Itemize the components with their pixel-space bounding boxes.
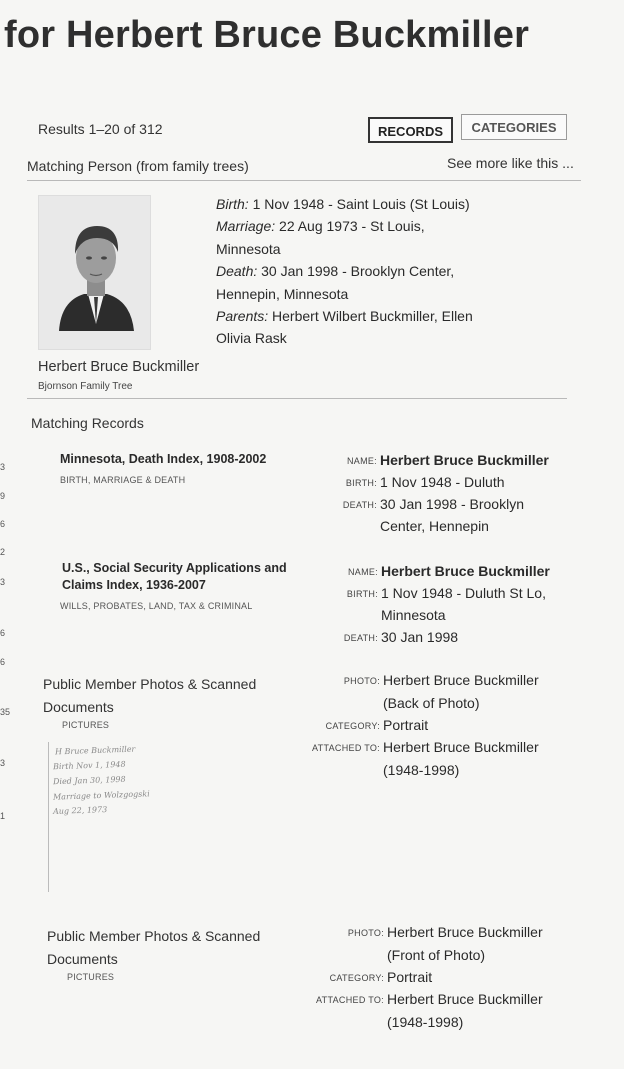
divider	[27, 398, 567, 399]
record-field-label: ATTACHED TO:	[312, 743, 380, 753]
record-field-value: 30 Jan 1998	[381, 629, 459, 645]
person-fact	[216, 215, 425, 237]
person-fact-value: 1 Nov 1948 - Saint Louis (St Louis)	[252, 196, 470, 212]
person-fact-value: Hennepin, Minnesota	[216, 286, 349, 302]
edge-number: 2	[0, 547, 6, 557]
person-fact	[216, 193, 470, 215]
record-field-label: ATTACHED TO:	[316, 995, 384, 1005]
see-more-link[interactable]: See more like this ...	[447, 155, 574, 171]
record-field-label: NAME:	[347, 567, 378, 577]
record-field-label: DEATH:	[343, 633, 378, 643]
handwritten-line: Marriage to Wolzgogski	[52, 789, 150, 802]
person-fact-label: Marriage:	[216, 218, 280, 234]
record-field-value: 1 Nov 1948 - Duluth St Lo,	[381, 585, 546, 601]
edge-number: 3	[0, 577, 6, 587]
record-field-value: Herbert Bruce Buckmiller	[383, 739, 539, 755]
edge-number: 3	[0, 462, 6, 472]
person-fact-value: 22 Aug 1973 - St Louis,	[279, 218, 425, 234]
matching-person-heading: Matching Person (from family trees)	[27, 158, 249, 174]
record-field-label: BIRTH:	[346, 589, 378, 599]
record-field-label: PHOTO:	[347, 928, 384, 938]
edge-number: 1	[0, 811, 6, 821]
person-fact-value: Herbert Wilbert Buckmiller, Ellen	[272, 308, 473, 324]
record-category: WILLS, PROBATES, LAND, TAX & CRIMINAL	[60, 601, 253, 611]
record-field-label: DEATH:	[342, 500, 377, 510]
person-fact-value: 30 Jan 1998 - Brooklyn Center,	[261, 263, 455, 279]
family-tree-name[interactable]: Bjornson Family Tree	[38, 381, 133, 392]
record-field-value: Herbert Bruce Buckmiller	[383, 672, 539, 688]
record-field-value: (1948-1998)	[383, 762, 460, 778]
record-field-label: NAME:	[346, 456, 377, 466]
person-fact	[216, 327, 287, 349]
record-field-value: 1 Nov 1948 - Duluth	[380, 474, 505, 490]
categories-tab[interactable]: CATEGORIES	[461, 114, 567, 140]
person-fact-value: Olivia Rask	[216, 330, 287, 346]
record-field-value: Minnesota	[381, 607, 446, 623]
record-field-value: Portrait	[387, 969, 433, 985]
handwritten-line: Birth Nov 1, 1948	[52, 759, 126, 772]
edge-number: 35	[0, 707, 11, 717]
person-fact	[216, 260, 454, 282]
page-title: for Herbert Bruce Buckmiller	[4, 14, 530, 56]
record-field-value: Herbert Bruce Buckmiller	[387, 991, 543, 1007]
record-title-line: Documents	[47, 951, 118, 967]
record-field-label: PHOTO:	[343, 676, 380, 686]
person-fact-label: Parents:	[216, 308, 273, 324]
edge-number: 9	[0, 491, 6, 501]
record-field-value: (Back of Photo)	[383, 695, 480, 711]
record-category: PICTURES	[62, 720, 110, 730]
record-field-label: BIRTH:	[345, 478, 377, 488]
record-title-line: U.S., Social Security Applications and	[62, 561, 287, 575]
edge-number: 6	[0, 519, 6, 529]
record-title-line: Minnesota, Death Index, 1908-2002	[60, 452, 267, 466]
matching-records-heading: Matching Records	[31, 415, 144, 431]
record-field-value: Herbert Bruce Buckmiller	[380, 452, 549, 468]
record-field-value: Portrait	[383, 717, 429, 733]
edge-number: 3	[0, 758, 6, 768]
record-category: BIRTH, MARRIAGE & DEATH	[60, 475, 186, 485]
records-tab[interactable]: RECORDS	[368, 117, 453, 143]
record-title[interactable]	[62, 560, 287, 594]
back-of-photo-thumbnail[interactable]	[48, 742, 178, 892]
record-title-line: Documents	[43, 699, 114, 715]
record-title[interactable]	[60, 451, 266, 468]
record-field-value: 30 Jan 1998 - Brooklyn	[380, 496, 524, 512]
record-field-label: CATEGORY:	[329, 973, 384, 983]
record-title[interactable]	[47, 925, 260, 971]
record-title-line: Public Member Photos & Scanned	[43, 676, 257, 692]
record-title-line: Claims Index, 1936-2007	[62, 578, 206, 592]
person-name[interactable]: Herbert Bruce Buckmiller	[38, 359, 200, 375]
record-category: PICTURES	[67, 972, 115, 982]
results-count: Results 1–20 of 312	[38, 121, 163, 137]
record-field-value: (Front of Photo)	[387, 947, 486, 963]
record-field-value: (1948-1998)	[387, 1014, 464, 1030]
person-fact-value: Minnesota	[216, 241, 281, 257]
record-field-value: Herbert Bruce Buckmiller	[381, 563, 550, 579]
record-field-label: CATEGORY:	[325, 721, 380, 731]
person-fact	[216, 283, 348, 305]
record-field-value: Herbert Bruce Buckmiller	[387, 924, 543, 940]
divider	[27, 180, 581, 181]
handwritten-line: Died Jan 30, 1998	[52, 774, 126, 787]
portrait-image	[39, 196, 151, 350]
edge-number: 6	[0, 628, 6, 638]
person-fact	[216, 238, 281, 260]
handwritten-line: H Bruce Buckmiller	[54, 744, 136, 757]
edge-number: 6	[0, 657, 6, 667]
person-fact-label: Death:	[216, 263, 262, 279]
handwritten-line: Aug 22, 1973	[52, 805, 108, 816]
record-title-line: Public Member Photos & Scanned	[47, 928, 261, 944]
record-field-value: Center, Hennepin	[380, 518, 489, 534]
person-portrait[interactable]	[38, 195, 151, 350]
record-title[interactable]	[43, 673, 256, 719]
person-fact	[216, 305, 473, 327]
person-fact-label: Birth:	[216, 196, 253, 212]
